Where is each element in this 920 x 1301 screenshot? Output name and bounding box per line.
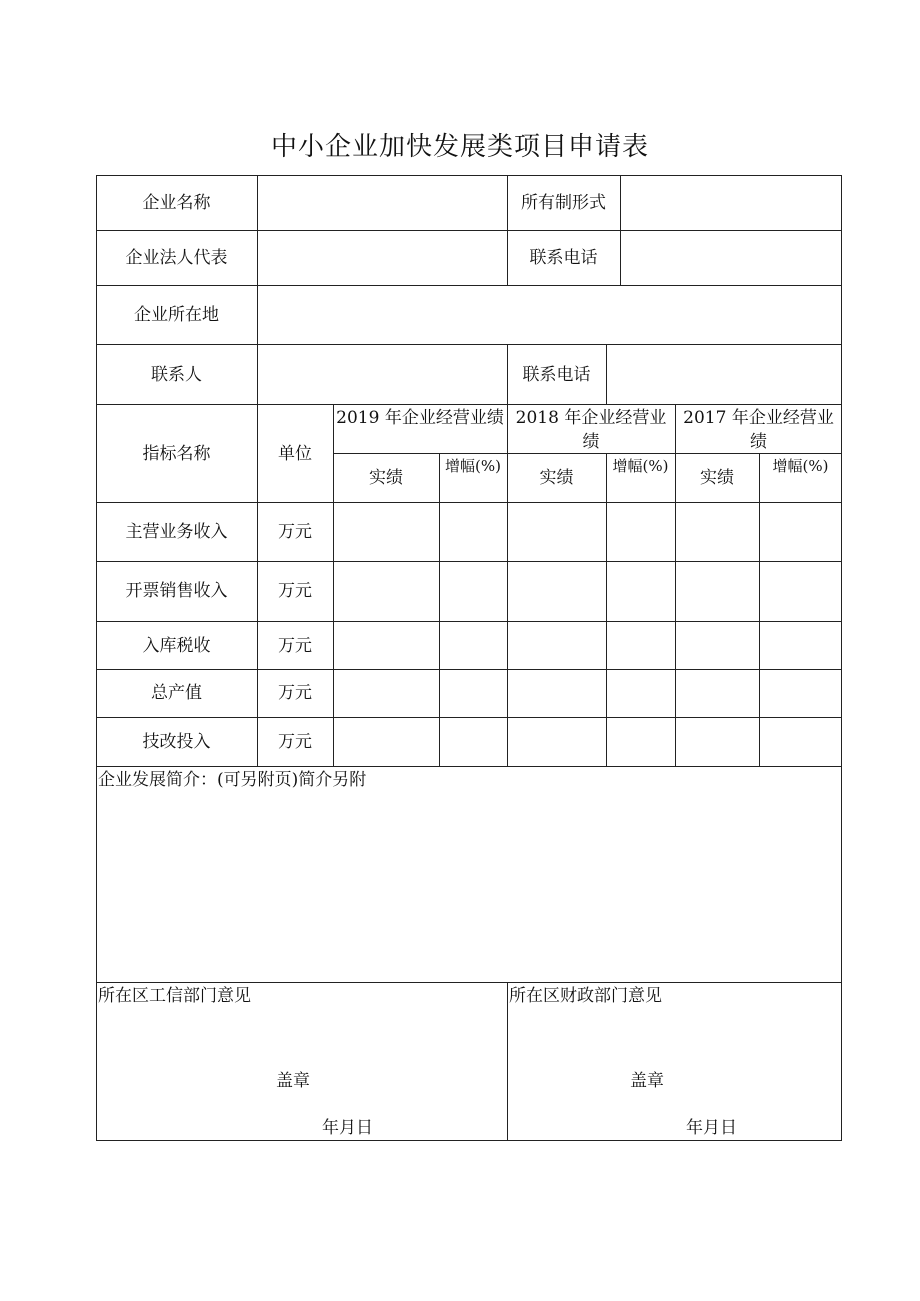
company-intro-label: 企业发展简介：(可另附页)简介另附 [98, 770, 367, 790]
metric-row-unit: 万元 [278, 581, 312, 601]
legal-rep-label: 企业法人代表 [125, 248, 228, 268]
col-divider [439, 453, 440, 766]
ownership-label: 所有制形式 [521, 193, 606, 213]
metric-row-name: 主营业务收入 [125, 522, 228, 542]
actual-2019-header: 实绩 [369, 468, 403, 488]
growth-2018-header: 增幅(%) [612, 457, 669, 475]
row-divider [96, 502, 842, 503]
finance-dept-date: 年月日 [686, 1118, 737, 1138]
year-2017-header-wrap: 绩 [750, 432, 767, 452]
actual-2017-header: 实绩 [700, 468, 734, 488]
row-divider [96, 621, 842, 622]
year-2019-header: 2019 年企业经营业绩 [336, 408, 504, 428]
location-label: 企业所在地 [134, 305, 219, 325]
row-divider [96, 982, 842, 983]
year-2017-header: 2017 年企业经营业 [683, 408, 834, 428]
col-divider [606, 344, 607, 404]
col-divider [675, 404, 676, 766]
col-divider [507, 982, 508, 1141]
actual-2018-header: 实绩 [539, 468, 574, 488]
year-2018-header-wrap: 绩 [582, 432, 600, 452]
row-divider [96, 717, 842, 718]
metric-row-name: 开票销售收入 [125, 581, 228, 601]
row-divider [96, 766, 842, 767]
metric-row-unit: 万元 [278, 636, 312, 656]
metric-row-name: 技改投入 [142, 732, 211, 752]
finance-dept-seal: 盖章 [630, 1071, 664, 1091]
col-divider [333, 404, 334, 766]
phone-label: 联系电话 [529, 248, 598, 268]
col-divider [257, 175, 258, 766]
company-name-label: 企业名称 [142, 193, 211, 213]
col-divider [759, 453, 760, 766]
col-divider [620, 175, 621, 285]
industry-dept-date: 年月日 [322, 1118, 373, 1138]
industry-dept-opinion-label: 所在区工信部门意见 [98, 986, 251, 1006]
metric-row-name: 入库税收 [142, 636, 211, 656]
year-2018-header: 2018 年企业经营业 [515, 408, 667, 428]
finance-dept-opinion-label: 所在区财政部门意见 [509, 986, 662, 1006]
row-divider [96, 669, 842, 670]
metric-row-unit: 万元 [278, 732, 312, 752]
contact-label: 联系人 [151, 365, 202, 385]
metric-row-unit: 万元 [278, 683, 312, 703]
form-title: 中小企业加快发展类项目申请表 [270, 132, 649, 162]
metric-name-header: 指标名称 [142, 444, 211, 464]
metric-row-unit: 万元 [278, 522, 312, 542]
row-divider [96, 285, 842, 286]
col-divider [507, 404, 508, 766]
row-divider [333, 453, 842, 454]
unit-header: 单位 [278, 444, 312, 464]
growth-2019-header: 增幅(%) [445, 457, 501, 475]
contact-phone-label: 联系电话 [522, 365, 591, 385]
industry-dept-seal: 盖章 [276, 1071, 310, 1091]
metric-row-name: 总产值 [151, 683, 202, 703]
row-divider [96, 344, 842, 345]
row-divider [96, 561, 842, 562]
row-divider [96, 230, 842, 231]
col-divider [606, 453, 607, 766]
row-divider [96, 404, 842, 405]
growth-2017-header: 增幅(%) [772, 457, 829, 475]
col-divider [507, 175, 508, 285]
